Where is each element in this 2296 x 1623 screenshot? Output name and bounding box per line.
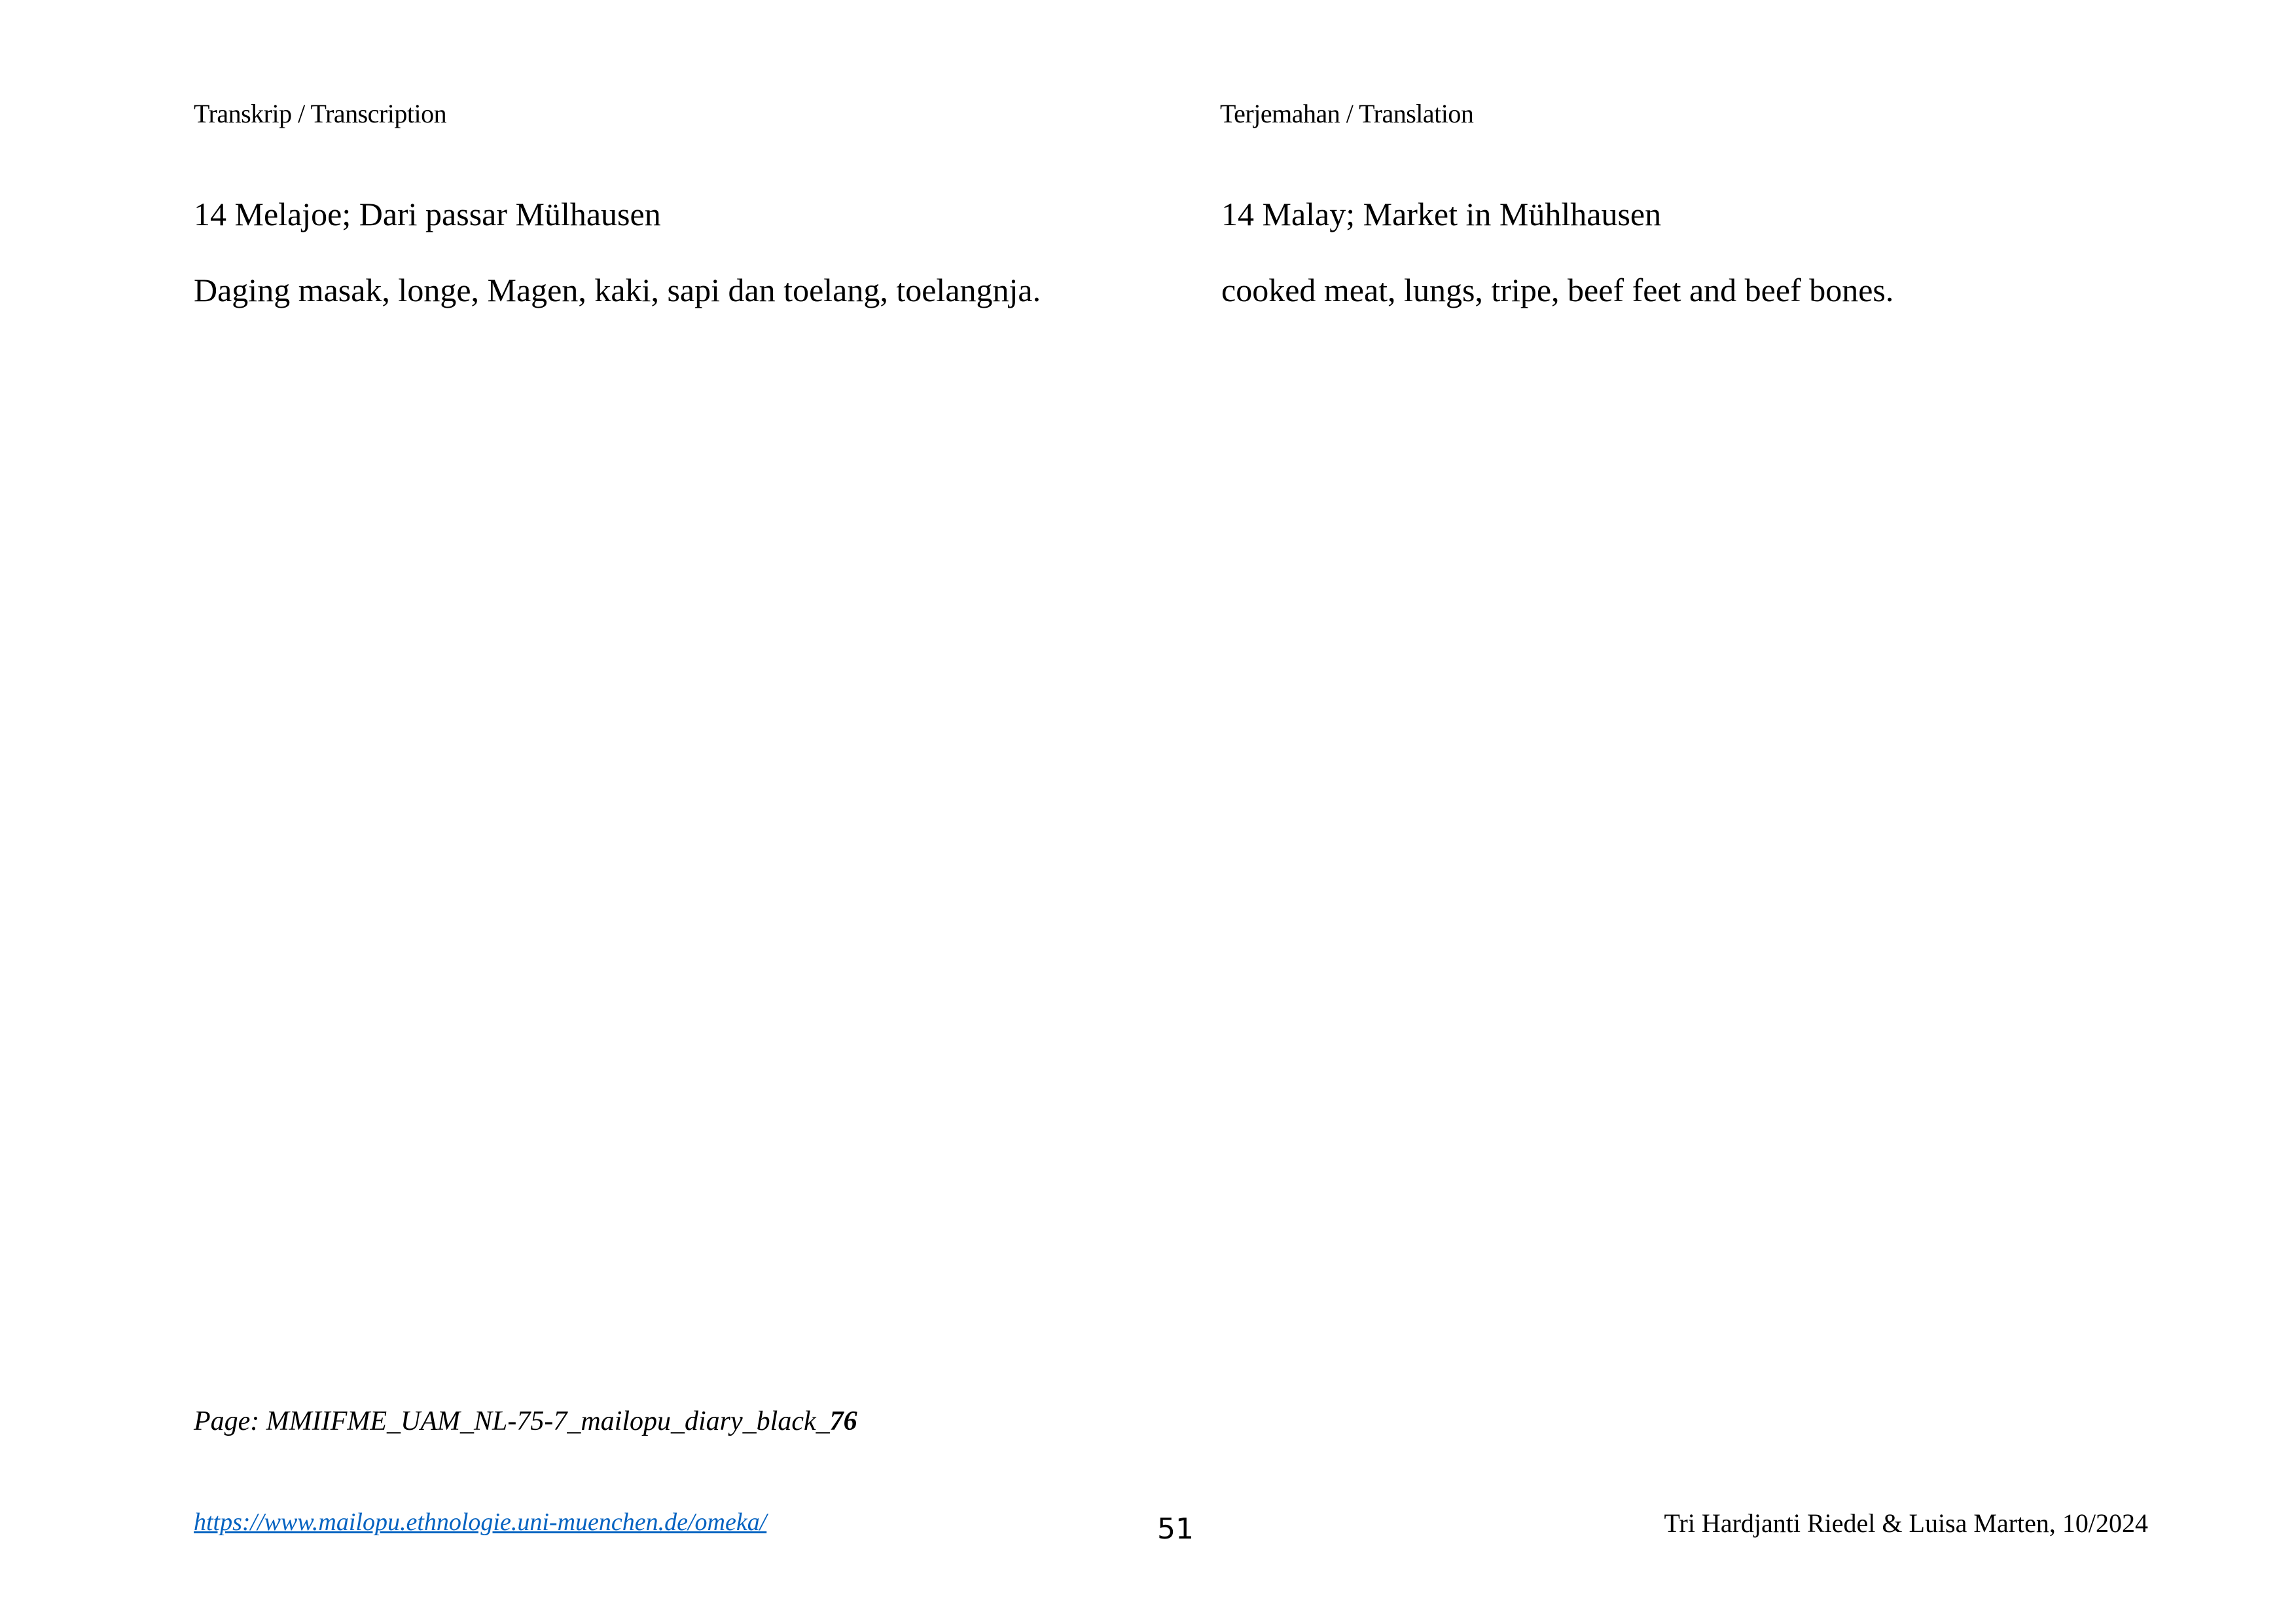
translation-header: Terjemahan / Translation <box>1220 99 1474 128</box>
page-number: 51 <box>1157 1512 1194 1546</box>
page-reference-number: 76 <box>829 1406 857 1436</box>
footer-link[interactable]: https://www.mailopu.ethnologie.uni-muenchen.de/omeka/ <box>194 1508 767 1536</box>
transcription-line-1: 14 Melajoe; Dari passar Mülhausen <box>194 196 661 232</box>
page-reference <box>194 1406 857 1437</box>
page-reference-prefix: Page: MMIIFME_UAM_NL-75-7_mailopu_diary_black_ <box>194 1406 830 1436</box>
transcription-line-2: Daging masak, longe, Magen, kaki, sapi dan toelang, toelangnja. <box>194 272 1041 308</box>
transcription-header: Transkrip / Transcription <box>194 99 447 128</box>
translation-line-1: 14 Malay; Market in Mühlhausen <box>1221 196 1662 232</box>
translation-line-2: cooked meat, lungs, tripe, beef feet and beef bones. <box>1221 272 1894 308</box>
footer-credit: Tri Hardjanti Riedel & Luisa Marten, 10/2024 <box>1664 1508 2148 1538</box>
